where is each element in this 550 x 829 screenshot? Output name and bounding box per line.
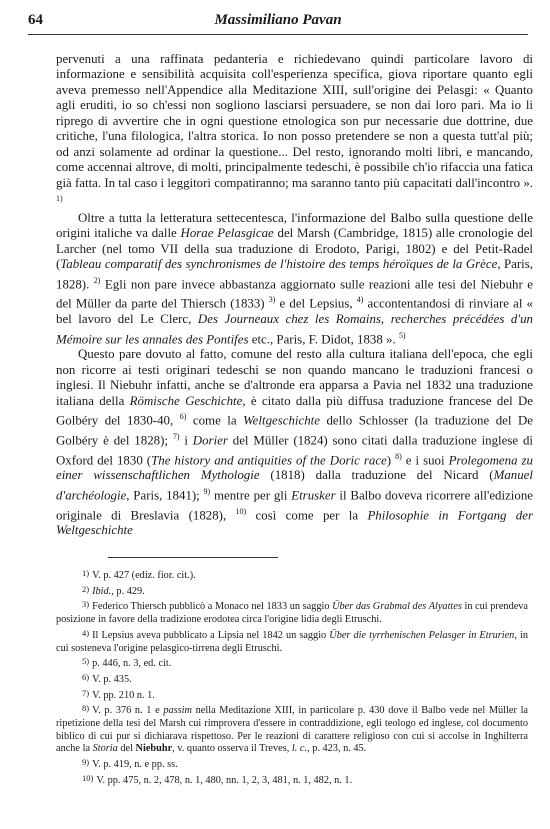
text-run: del (117, 743, 136, 755)
footnote (82, 671, 528, 687)
footnote-number: 9) (82, 757, 90, 768)
footnote (56, 598, 528, 626)
italic-text: passim (163, 705, 192, 717)
text-run: etc., Paris, F. Didot, 1838 ». (248, 331, 399, 346)
footnote (82, 687, 528, 703)
italic-text: Manuel d'archéologie (56, 468, 533, 503)
text-run: V. p. 419, n. e pp. ss. (92, 759, 178, 771)
text-run: V. pp. 475, n. 2, 478, n. 1, 480, nn. 1, 2, 3, 481, n. 1, 482, n. 1. (96, 774, 353, 786)
footnote (82, 567, 528, 583)
text-run: in cui prendeva posizione in favore della tradizione erodotea circa l'origine lidia degli Etruschi. (56, 601, 529, 626)
text-run: e i suoi (401, 452, 449, 467)
footnote-number: 7) (82, 687, 90, 698)
italic-text: Prolegomena zu einer wissenschaftlichen Mythologie (56, 452, 534, 483)
text-run: Il Lepsius aveva pubblicato a Lipsia nel 1842 un saggio (92, 629, 330, 641)
italic-text: Über die tyrrhenischen Pelasger in Etrurien (329, 629, 515, 641)
italic-text: Römische Geschichte (129, 393, 243, 408)
text-run: , è citato dalla più diffusa traduzione francese del De Golbéry del 1830-40, (56, 393, 534, 428)
italic-text: Etrusker (291, 488, 336, 503)
footnote-ref: 2) (93, 275, 101, 285)
footnote (82, 772, 528, 788)
text-run: mentre per gli (210, 488, 292, 503)
footnote-ref: 6) (179, 412, 187, 422)
text-run: , v. quanto osserva il Treves, (172, 743, 292, 755)
footnote (56, 627, 528, 655)
footnote-number: 5) (82, 656, 90, 667)
italic-text: Des Journeaux chez les Romains, recherches précédées d'un Mémoire sur les annales des Pontifes (56, 312, 534, 346)
page-header (28, 10, 528, 34)
text-run: , in cui sosteneva l'origine pelasgico-tirrena degli Etruschi. (56, 629, 528, 654)
text-run: , p. 423, n. 45. (307, 743, 367, 755)
text-run: , p. 429. (111, 585, 145, 597)
text-run: così come per la (246, 507, 368, 522)
text-run: (1818) dalla traduzione del Nicard ( (259, 468, 494, 483)
italic-text: Über das Grabmal des Alyattes (332, 601, 462, 613)
text-run: Questo pare dovuto al fatto, comune del resto alla cultura italiana dell'epoca, che egli non ricorre ai testi originari tedeschi se non quando mancano le traduzioni francesi o inglesi. Il Niebuhr infatti, anche se d'altronde era apparsa a Pavia nel 1832 una traduzione italiana della (56, 347, 533, 408)
text-run: V. p. 435. (92, 673, 132, 685)
footnote-ref: 7) (172, 431, 180, 441)
text-run: Oltre a tutta la letteratura settecentesca, l'informazione del Balbo sulla questione delle origini italiche va dalle (56, 210, 533, 241)
text-run: p. 446, n. 3, ed. cit. (92, 658, 172, 670)
text-run: V. pp. 210 n. 1. (92, 689, 155, 701)
footnote-ref: 10) (235, 506, 247, 516)
text-run: come la (186, 413, 244, 428)
footnote-number: 6) (82, 671, 90, 682)
header-rule (28, 34, 528, 35)
text-run: del Marsh (Cambridge, 1815) alle cronologie del Larcher (nel tomo VII della sua traduzione di Erodoto, Parigi, 1802) e del Petit-Radel ( (56, 226, 534, 272)
footnote-ref: 8) (395, 451, 402, 461)
bold-text: Niebuhr (135, 743, 173, 755)
text-run: nella Meditazione XIII, in particolare p. 430 dove il Balbo vede nel Müller la ripetizione della tesi del Marsh cui rimprovera d'essere in contraddizione, egli teologo ed inglese, col documento biblico di cui pur si dichiarava rispettoso. Per le reazioni di carattere religioso con cui si accolse in Inghilterra anche la (56, 705, 528, 755)
footnote-number: 1) (82, 568, 90, 578)
text-run: Egli non pare invece abbastanza aggiornato sulle reazioni alle tesi del Niebuhr e del Müller da parte del Thiersch (1833) (56, 276, 533, 311)
text-run: i (179, 433, 193, 448)
text-run: dello Schlosser (la traduzione del De Golbéry è del 1828); (56, 413, 533, 448)
footnote-separator (108, 557, 278, 558)
italic-text: The history and antiquities of the Doric race (151, 452, 387, 467)
footnote-ref: 3) (268, 295, 276, 305)
footnote (82, 583, 528, 599)
footnote (56, 702, 528, 756)
text-run: Federico Thiersch pubblicò a Monaco nel 1833 un saggio (92, 601, 333, 613)
italic-text: Storia (92, 743, 118, 755)
italic-text: Tableau comparatif des synchronismes de l'histoire des temps héroïques de la Grèce (60, 257, 498, 272)
italic-text: Weltgeschichte (243, 413, 320, 428)
text-run: V. p. 427 (ediz. fior. cit.). (92, 570, 196, 581)
running-head: Massimiliano Pavan (214, 12, 342, 28)
text-run: V. p. 376 n. 1 e (92, 705, 164, 717)
footnotes (56, 567, 528, 788)
italic-text: l. c. (291, 743, 308, 755)
italic-text: Horae Pelasgicae (180, 226, 274, 241)
footnote-number: 10) (82, 772, 94, 783)
italic-text: Ibid. (92, 585, 112, 597)
footnote-number: 4) (82, 627, 90, 638)
footnote (82, 756, 528, 772)
text-run: , Paris, 1841); (126, 488, 204, 503)
footnote-ref: 9) (203, 486, 211, 496)
footnote-ref: 4) (356, 295, 364, 305)
text-run: ) (386, 452, 396, 467)
body-paragraph (56, 347, 533, 538)
text-run: del Müller (1824) sono citati dalla traduzione inglese di Oxford del 1830 ( (56, 433, 533, 467)
page-number: 64 (28, 12, 43, 28)
italic-text: Philosophie in Fortgang der Weltgeschichte (56, 507, 533, 538)
footnote-number: 8) (82, 703, 90, 714)
text-run: e del Lepsius, (275, 296, 357, 311)
text-run: pervenuti a una raffinata pedanteria e richiedevano quindi particolare lavoro di informazione e sensibilità acquisita coll'esperienza specifica, giova riportare quanto egli aveva premesso nell'Appendice alla Meditazione XIII, sull'origine dei Pelasgi: « Quanto agli eruditi, io so ch'essi non sogliono lasciarsi persuadere, se non dai loro pari. Ma io li ripregо di avvertire che in ogni questione etnologica son pur necessarie due dottrine, due critiche, l'una filologica, l'altra storica. Io non posso pretendere se non a questa tutt'al più; od anzi solamente ad ordinar la questione... Del resto, ignorando molti libri, e mancando, come accennai altrove, di molti, principalmente tedeschi, è possibile ch'io rifaccia una fatica già fatta. In tal caso i leggitori compatiranno; ma saranno tanto più capacitati dall'incontro ». (56, 52, 533, 190)
main-text (56, 52, 533, 539)
body-paragraph (56, 211, 533, 348)
footnote-ref: 1) (56, 194, 63, 204)
text-run: accontentandosi di rinviare al « bel lavoro del Le Clerc, (56, 296, 534, 327)
footnote-ref: 5) (398, 330, 406, 340)
body-paragraph (56, 52, 533, 211)
text-run: , Paris, 1828). (56, 257, 533, 291)
footnote (82, 655, 528, 671)
footnote-number: 3) (82, 599, 90, 610)
italic-text: Dorier (192, 433, 228, 448)
text-run: il Balbo doveva ricorrere all'edizione originale di Breslavia (1828), (56, 488, 533, 522)
footnote-number: 2) (82, 583, 90, 594)
